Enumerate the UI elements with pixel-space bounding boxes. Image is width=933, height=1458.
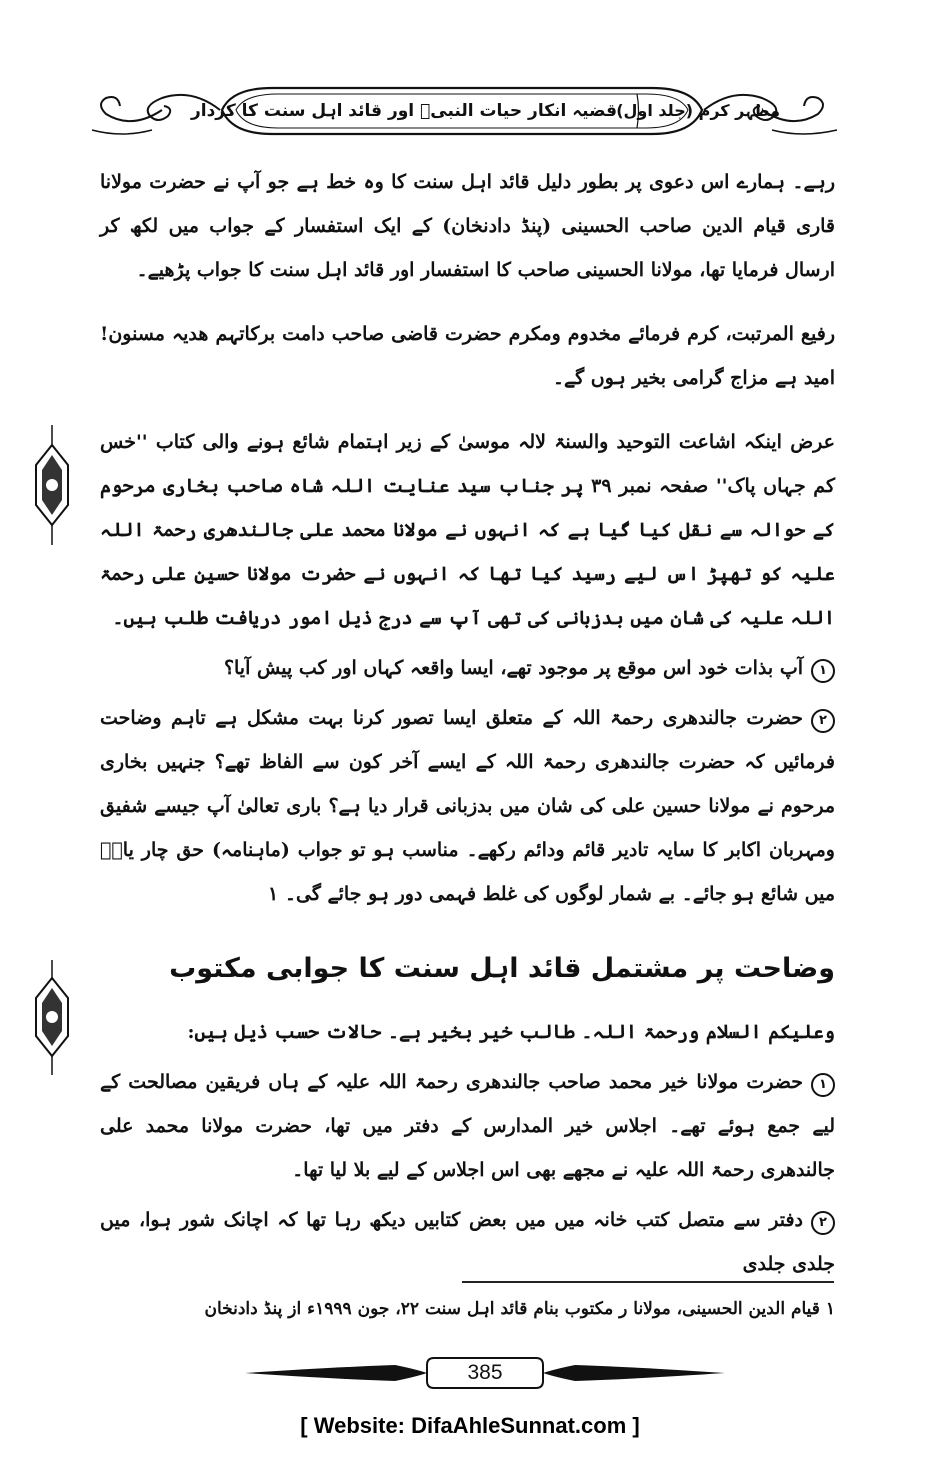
question-1 xyxy=(100,646,835,690)
question-1-text: آپ بذات خود اس موقع پر موجود تھے، ایسا واقعہ کہاں اور کب پیش آیا؟ xyxy=(223,657,803,679)
header-title: قضیہ انکار حیات النبیؐ اور قائد اہل سنت کا کردار xyxy=(190,101,617,121)
question-2 xyxy=(100,696,835,916)
page-number: 385 xyxy=(467,1361,503,1384)
paragraph-reply-greeting: وعلیکم السلام ورحمۃ اللہ۔ طالب خیر بخیر ہے۔ حالات حسب ذیل ہیں: xyxy=(187,1021,835,1043)
page-header xyxy=(92,80,844,142)
answer-2-number: ٢ xyxy=(811,1211,835,1235)
footnote: ١ قیام الدین الحسینی، مولانا ر مکتوب بنام قائد اہل سنت ۲۲، جون ۱۹۹۹ء از پنڈ دادنخان xyxy=(204,1299,835,1319)
paragraph-intro: رہے۔ ہمارے اس دعوی پر بطور دلیل قائد اہل سنت کا وہ خط ہے جو آپ نے حضرت مولانا قاری قیام الدین صاحب الحسینی (پنڈ دادنخان) کے ایک استفسار کے جواب میں لکھ کر ارسال فرمایا تھا، مولانا الحسینی صاحب کا استفسار اور قائد اہل سنت کا جواب پڑھیے۔ xyxy=(100,171,835,281)
website-footer: [ Website: DifaAhleSunnat.com ] xyxy=(300,1413,640,1438)
answer-1-number: ١ xyxy=(811,1073,835,1097)
answer-2 xyxy=(100,1198,835,1286)
answer-2-text: دفتر سے متصل کتب خانہ میں میں بعض کتابیں دیکھ رہا تھا کہ اچانک شور ہوا، میں جلدی جلدی xyxy=(100,1209,835,1275)
header-book-name: مظہر کرم (جلد اول) xyxy=(616,101,780,120)
margin-ornament-top xyxy=(30,425,74,545)
answer-1-text: حضرت مولانا خیر محمد صاحب جالندھری رحمۃ اللہ علیہ کے ہاں فریقین مصالحت کے لیے جمع ہوئے تھے۔ اجلاس خیر المدارس کے دفتر میں تھا، حضرت مولانا محمد علی جالندھری رحمۃ اللہ علیہ نے مجھے بھی اس اجلاس کے لیے بلا لیا تھا۔ xyxy=(100,1071,835,1181)
question-2-number: ٢ xyxy=(811,709,835,733)
question-2-text: حضرت جالندھری رحمۃ اللہ کے متعلق ایسا تصور کرنا بہت مشکل ہے تاہم وضاحت فرمائیں کہ حضرت جالندھری رحمۃ اللہ کے ایسے آخر کون سے الفاظ تھے؟ جنہیں بخاری مرحوم نے مولانا حسین علی کی شان میں بدزبانی قرار دیا ہے؟ باری تعالیٰ آپ جیسے شفیق ومہربان اکابر کا سایہ تادیر قائم ودائم رکھے۔ مناسب ہو تو جواب (ماہنامہ) حق چار یارؓ میں شائع ہو جائے۔ بے شمار لوگوں کی غلط فہمی دور ہو جائے گی۔ ١ xyxy=(100,707,835,905)
paragraph-request: عرض اینکہ اشاعت التوحید والسنۃ لالہ موسیٰ کے زیر اہتمام شائع ہونے والی کتاب ''خس کم جہاں پاک'' صفحہ نمبر ۳۹ پر جناب سید عنایت اللہ شاہ صاحب بخاری مرحوم کے حوالہ سے نقل کیا گیا ہے کہ انہوں نے مولانا محمد علی جالندھری رحمۃ اللہ علیہ کو تھپڑ اس لیے رسید کیا تھا کہ انہوں نے حضرت مولانا حسین علی رحمۃ اللہ علیہ کی شان میں بدزبانی کی تھی آپ سے درج ذیل امور دریافت طلب ہیں۔ xyxy=(100,431,835,629)
answer-1 xyxy=(100,1060,835,1192)
footnote-rule xyxy=(462,1281,834,1283)
page-body xyxy=(100,160,835,1306)
paragraph-greeting: رفیع المرتبت، کرم فرمائے مخدوم ومکرم حضرت قاضی صاحب دامت برکاتہم هدیہ مسنون! امید ہے مزاج گرامی بخیر ہوں گے۔ xyxy=(100,323,835,389)
margin-ornament-bottom xyxy=(30,960,74,1075)
question-1-number: ١ xyxy=(811,659,835,683)
section-heading: وضاحت پر مشتمل قائد اہل سنت کا جوابی مکتوب xyxy=(169,953,835,984)
page-number-ornament xyxy=(245,1355,725,1391)
